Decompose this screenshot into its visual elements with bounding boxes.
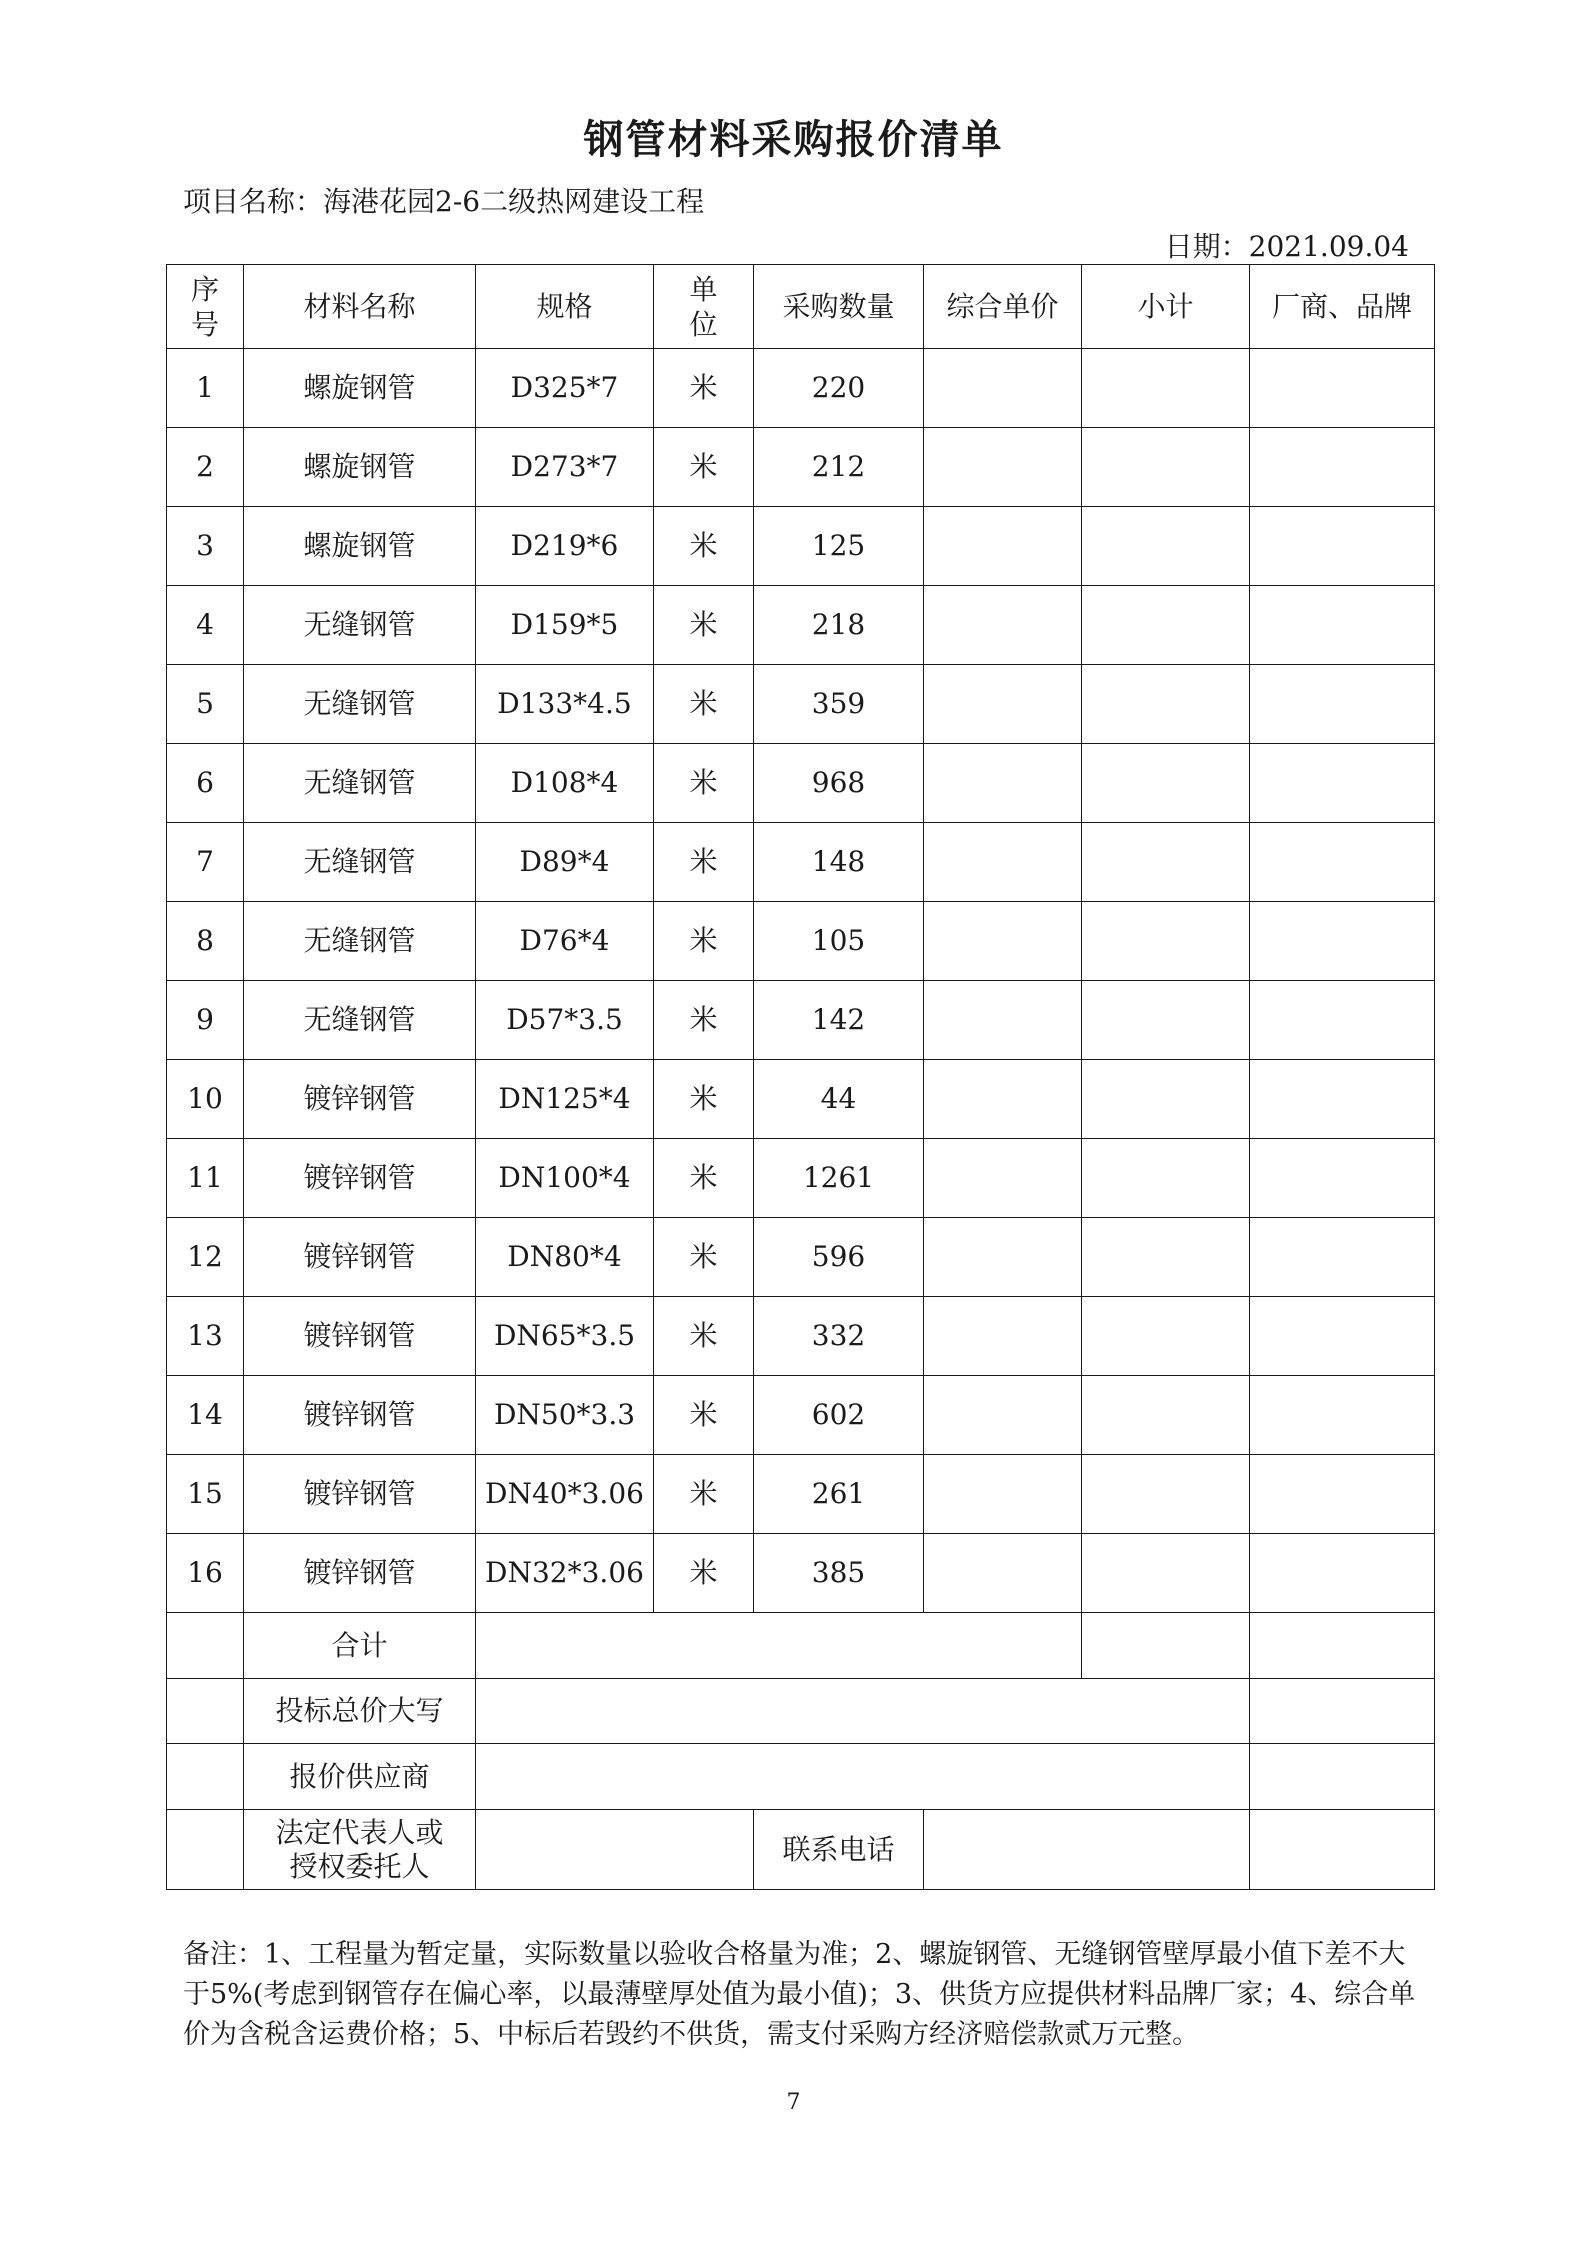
header-unit-price: 综合单价	[924, 265, 1082, 349]
row-material-name: 无缝钢管	[244, 586, 476, 665]
table-header-row	[167, 265, 1435, 349]
bid-extra-cell[interactable]	[1250, 1679, 1435, 1744]
row-spec: D108*4	[476, 744, 654, 823]
table-row	[167, 1534, 1435, 1613]
row-unit: 米	[654, 981, 754, 1060]
row-unit: 米	[654, 349, 754, 428]
total-row	[167, 1613, 1435, 1679]
row-material-name: 螺旋钢管	[244, 428, 476, 507]
row-material-name: 镀锌钢管	[244, 1534, 476, 1613]
row-unit: 米	[654, 586, 754, 665]
table-row	[167, 981, 1435, 1060]
row-subtotal-cell[interactable]	[1082, 428, 1250, 507]
row-seq: 7	[167, 823, 244, 902]
row-seq: 15	[167, 1455, 244, 1534]
header-seq: 序 号	[167, 265, 244, 349]
row-material-name: 镀锌钢管	[244, 1060, 476, 1139]
row-material-name: 螺旋钢管	[244, 507, 476, 586]
row-brand-cell[interactable]	[1250, 744, 1435, 823]
row-spec: D133*4.5	[476, 665, 654, 744]
row-material-name: 镀锌钢管	[244, 1139, 476, 1218]
row-unit-price-cell[interactable]	[924, 428, 1082, 507]
header-subtotal: 小计	[1082, 265, 1250, 349]
row-subtotal-cell[interactable]	[1082, 1455, 1250, 1534]
quotation-table	[166, 264, 1435, 1890]
row-subtotal-cell[interactable]	[1082, 981, 1250, 1060]
row-seq: 12	[167, 1218, 244, 1297]
row-seq: 3	[167, 507, 244, 586]
row-subtotal-cell[interactable]	[1082, 1139, 1250, 1218]
row-unit-price-cell[interactable]	[924, 507, 1082, 586]
page-number: 7	[786, 2090, 801, 2115]
row-subtotal-cell[interactable]	[1082, 1060, 1250, 1139]
row-subtotal-cell[interactable]	[1082, 349, 1250, 428]
row-brand-cell[interactable]	[1250, 1455, 1435, 1534]
row-unit-price-cell[interactable]	[924, 1060, 1082, 1139]
row-unit-price-cell[interactable]	[924, 1218, 1082, 1297]
row-unit: 米	[654, 744, 754, 823]
row-unit-price-cell[interactable]	[924, 823, 1082, 902]
row-quantity: 105	[754, 902, 924, 981]
row-unit-price-cell[interactable]	[924, 1297, 1082, 1376]
row-material-name: 镀锌钢管	[244, 1455, 476, 1534]
row-quantity: 148	[754, 823, 924, 902]
row-material-name: 无缝钢管	[244, 981, 476, 1060]
row-seq: 10	[167, 1060, 244, 1139]
bid-total-words-value[interactable]	[476, 1679, 1250, 1744]
row-unit: 米	[654, 507, 754, 586]
table-row	[167, 744, 1435, 823]
supplier-row	[167, 1744, 1435, 1810]
row-unit-price-cell[interactable]	[924, 1139, 1082, 1218]
legal-rep-value[interactable]	[476, 1810, 754, 1890]
row-unit: 米	[654, 1218, 754, 1297]
row-brand-cell[interactable]	[1250, 586, 1435, 665]
table-row	[167, 823, 1435, 902]
row-material-name: 螺旋钢管	[244, 349, 476, 428]
row-spec: D76*4	[476, 902, 654, 981]
row-seq: 2	[167, 428, 244, 507]
row-unit: 米	[654, 1060, 754, 1139]
row-unit-price-cell[interactable]	[924, 1534, 1082, 1613]
row-unit: 米	[654, 823, 754, 902]
total-label: 合计	[244, 1613, 476, 1679]
row-unit-price-cell[interactable]	[924, 349, 1082, 428]
row-unit: 米	[654, 428, 754, 507]
row-brand-cell[interactable]	[1250, 902, 1435, 981]
remarks-note: 备注：1、工程量为暂定量，实际数量以验收合格量为准；2、螺旋钢管、无缝钢管壁厚最小值下差不大于5%(考虑到钢管存在偏心率，以最薄壁厚处值为最小值)；3、供货方应提供材料品牌厂家；4、综合单价为含税含运费价格；5、中标后若毁约不供货，需支付采购方经济赔偿款贰万元整。	[183, 1939, 1416, 2050]
row-spec: DN50*3.3	[476, 1376, 654, 1455]
supplier-label: 报价供应商	[244, 1744, 476, 1810]
row-unit: 米	[654, 902, 754, 981]
row-subtotal-cell[interactable]	[1082, 1534, 1250, 1613]
row-brand-cell[interactable]	[1250, 823, 1435, 902]
row-unit: 米	[654, 1297, 754, 1376]
row-unit: 米	[654, 1534, 754, 1613]
row-brand-cell[interactable]	[1250, 1297, 1435, 1376]
legal-rep-blank-cell	[167, 1810, 244, 1890]
row-brand-cell[interactable]	[1250, 1534, 1435, 1613]
row-spec: D219*6	[476, 507, 654, 586]
row-spec: DN65*3.5	[476, 1297, 654, 1376]
row-brand-cell[interactable]	[1250, 665, 1435, 744]
supplier-value[interactable]	[476, 1744, 1250, 1810]
supplier-blank-cell	[167, 1744, 244, 1810]
row-subtotal-cell[interactable]	[1082, 1297, 1250, 1376]
row-material-name: 镀锌钢管	[244, 1218, 476, 1297]
row-unit-price-cell[interactable]	[924, 981, 1082, 1060]
row-quantity: 218	[754, 586, 924, 665]
row-unit: 米	[654, 1139, 754, 1218]
row-quantity: 261	[754, 1455, 924, 1534]
row-quantity: 220	[754, 349, 924, 428]
table-row	[167, 1139, 1435, 1218]
table-row	[167, 586, 1435, 665]
row-unit-price-cell[interactable]	[924, 1455, 1082, 1534]
header-quantity: 采购数量	[754, 265, 924, 349]
row-seq: 13	[167, 1297, 244, 1376]
header-unit: 单 位	[654, 265, 754, 349]
row-spec: DN100*4	[476, 1139, 654, 1218]
row-unit-price-cell[interactable]	[924, 902, 1082, 981]
table-row	[167, 1455, 1435, 1534]
row-spec: D57*3.5	[476, 981, 654, 1060]
row-subtotal-cell[interactable]	[1082, 823, 1250, 902]
header-spec: 规格	[476, 265, 654, 349]
row-seq: 14	[167, 1376, 244, 1455]
table-row	[167, 349, 1435, 428]
row-brand-cell[interactable]	[1250, 428, 1435, 507]
row-quantity: 125	[754, 507, 924, 586]
document-date: 日期：2021.09.04	[1164, 230, 1409, 263]
project-name: 项目名称：海港花园2-6二级热网建设工程	[183, 185, 705, 218]
table-row	[167, 428, 1435, 507]
row-material-name: 镀锌钢管	[244, 1297, 476, 1376]
row-material-name: 无缝钢管	[244, 665, 476, 744]
row-subtotal-cell[interactable]	[1082, 507, 1250, 586]
table-row	[167, 665, 1435, 744]
header-material-name: 材料名称	[244, 265, 476, 349]
row-unit: 米	[654, 1376, 754, 1455]
row-quantity: 596	[754, 1218, 924, 1297]
legal-rep-row	[167, 1810, 1435, 1890]
row-brand-cell[interactable]	[1250, 981, 1435, 1060]
row-subtotal-cell[interactable]	[1082, 1218, 1250, 1297]
row-subtotal-cell[interactable]	[1082, 586, 1250, 665]
row-quantity: 332	[754, 1297, 924, 1376]
row-brand-cell[interactable]	[1250, 1376, 1435, 1455]
header-brand: 厂商、品牌	[1250, 265, 1435, 349]
row-material-name: 无缝钢管	[244, 744, 476, 823]
row-quantity: 1261	[754, 1139, 924, 1218]
row-quantity: 44	[754, 1060, 924, 1139]
row-unit: 米	[654, 665, 754, 744]
row-unit-price-cell[interactable]	[924, 586, 1082, 665]
row-quantity: 602	[754, 1376, 924, 1455]
table-row	[167, 1376, 1435, 1455]
legal-rep-label: 法定代表人或 授权委托人	[244, 1810, 476, 1890]
row-subtotal-cell[interactable]	[1082, 744, 1250, 823]
row-brand-cell[interactable]	[1250, 1139, 1435, 1218]
row-subtotal-cell[interactable]	[1082, 665, 1250, 744]
row-unit-price-cell[interactable]	[924, 665, 1082, 744]
document-title: 钢管材料采购报价清单	[583, 117, 1004, 163]
row-unit: 米	[654, 1455, 754, 1534]
row-spec: D325*7	[476, 349, 654, 428]
table-row	[167, 507, 1435, 586]
bid-total-words-row	[167, 1679, 1435, 1744]
row-quantity: 142	[754, 981, 924, 1060]
phone-label: 联系电话	[754, 1810, 924, 1890]
total-brand-cell[interactable]	[1250, 1613, 1435, 1679]
row-brand-cell[interactable]	[1250, 1218, 1435, 1297]
row-seq: 8	[167, 902, 244, 981]
row-spec: D159*5	[476, 586, 654, 665]
table-row	[167, 902, 1435, 981]
total-subtotal-cell[interactable]	[1082, 1613, 1250, 1679]
row-spec: DN32*3.06	[476, 1534, 654, 1613]
row-brand-cell[interactable]	[1250, 349, 1435, 428]
row-seq: 5	[167, 665, 244, 744]
row-quantity: 359	[754, 665, 924, 744]
row-spec: D89*4	[476, 823, 654, 902]
row-seq: 9	[167, 981, 244, 1060]
row-spec: DN80*4	[476, 1218, 654, 1297]
row-unit-price-cell[interactable]	[924, 1376, 1082, 1455]
row-spec: D273*7	[476, 428, 654, 507]
row-brand-cell[interactable]	[1250, 507, 1435, 586]
row-quantity: 385	[754, 1534, 924, 1613]
row-subtotal-cell[interactable]	[1082, 902, 1250, 981]
bid-total-words-label: 投标总价大写	[244, 1679, 476, 1744]
phone-value[interactable]	[924, 1810, 1250, 1890]
total-blank-cell	[167, 1613, 244, 1679]
row-material-name: 无缝钢管	[244, 823, 476, 902]
row-seq: 6	[167, 744, 244, 823]
table-row	[167, 1060, 1435, 1139]
table-row	[167, 1218, 1435, 1297]
row-subtotal-cell[interactable]	[1082, 1376, 1250, 1455]
total-value-cell[interactable]	[476, 1613, 1082, 1679]
row-unit-price-cell[interactable]	[924, 744, 1082, 823]
bid-blank-cell	[167, 1679, 244, 1744]
row-material-name: 镀锌钢管	[244, 1376, 476, 1455]
supplier-extra-cell[interactable]	[1250, 1744, 1435, 1810]
row-quantity: 968	[754, 744, 924, 823]
table-row	[167, 1297, 1435, 1376]
row-material-name: 无缝钢管	[244, 902, 476, 981]
row-seq: 4	[167, 586, 244, 665]
row-quantity: 212	[754, 428, 924, 507]
phone-extra-cell[interactable]	[1250, 1810, 1435, 1890]
row-seq: 11	[167, 1139, 244, 1218]
row-spec: DN125*4	[476, 1060, 654, 1139]
row-brand-cell[interactable]	[1250, 1060, 1435, 1139]
row-seq: 1	[167, 349, 244, 428]
row-spec: DN40*3.06	[476, 1455, 654, 1534]
row-seq: 16	[167, 1534, 244, 1613]
